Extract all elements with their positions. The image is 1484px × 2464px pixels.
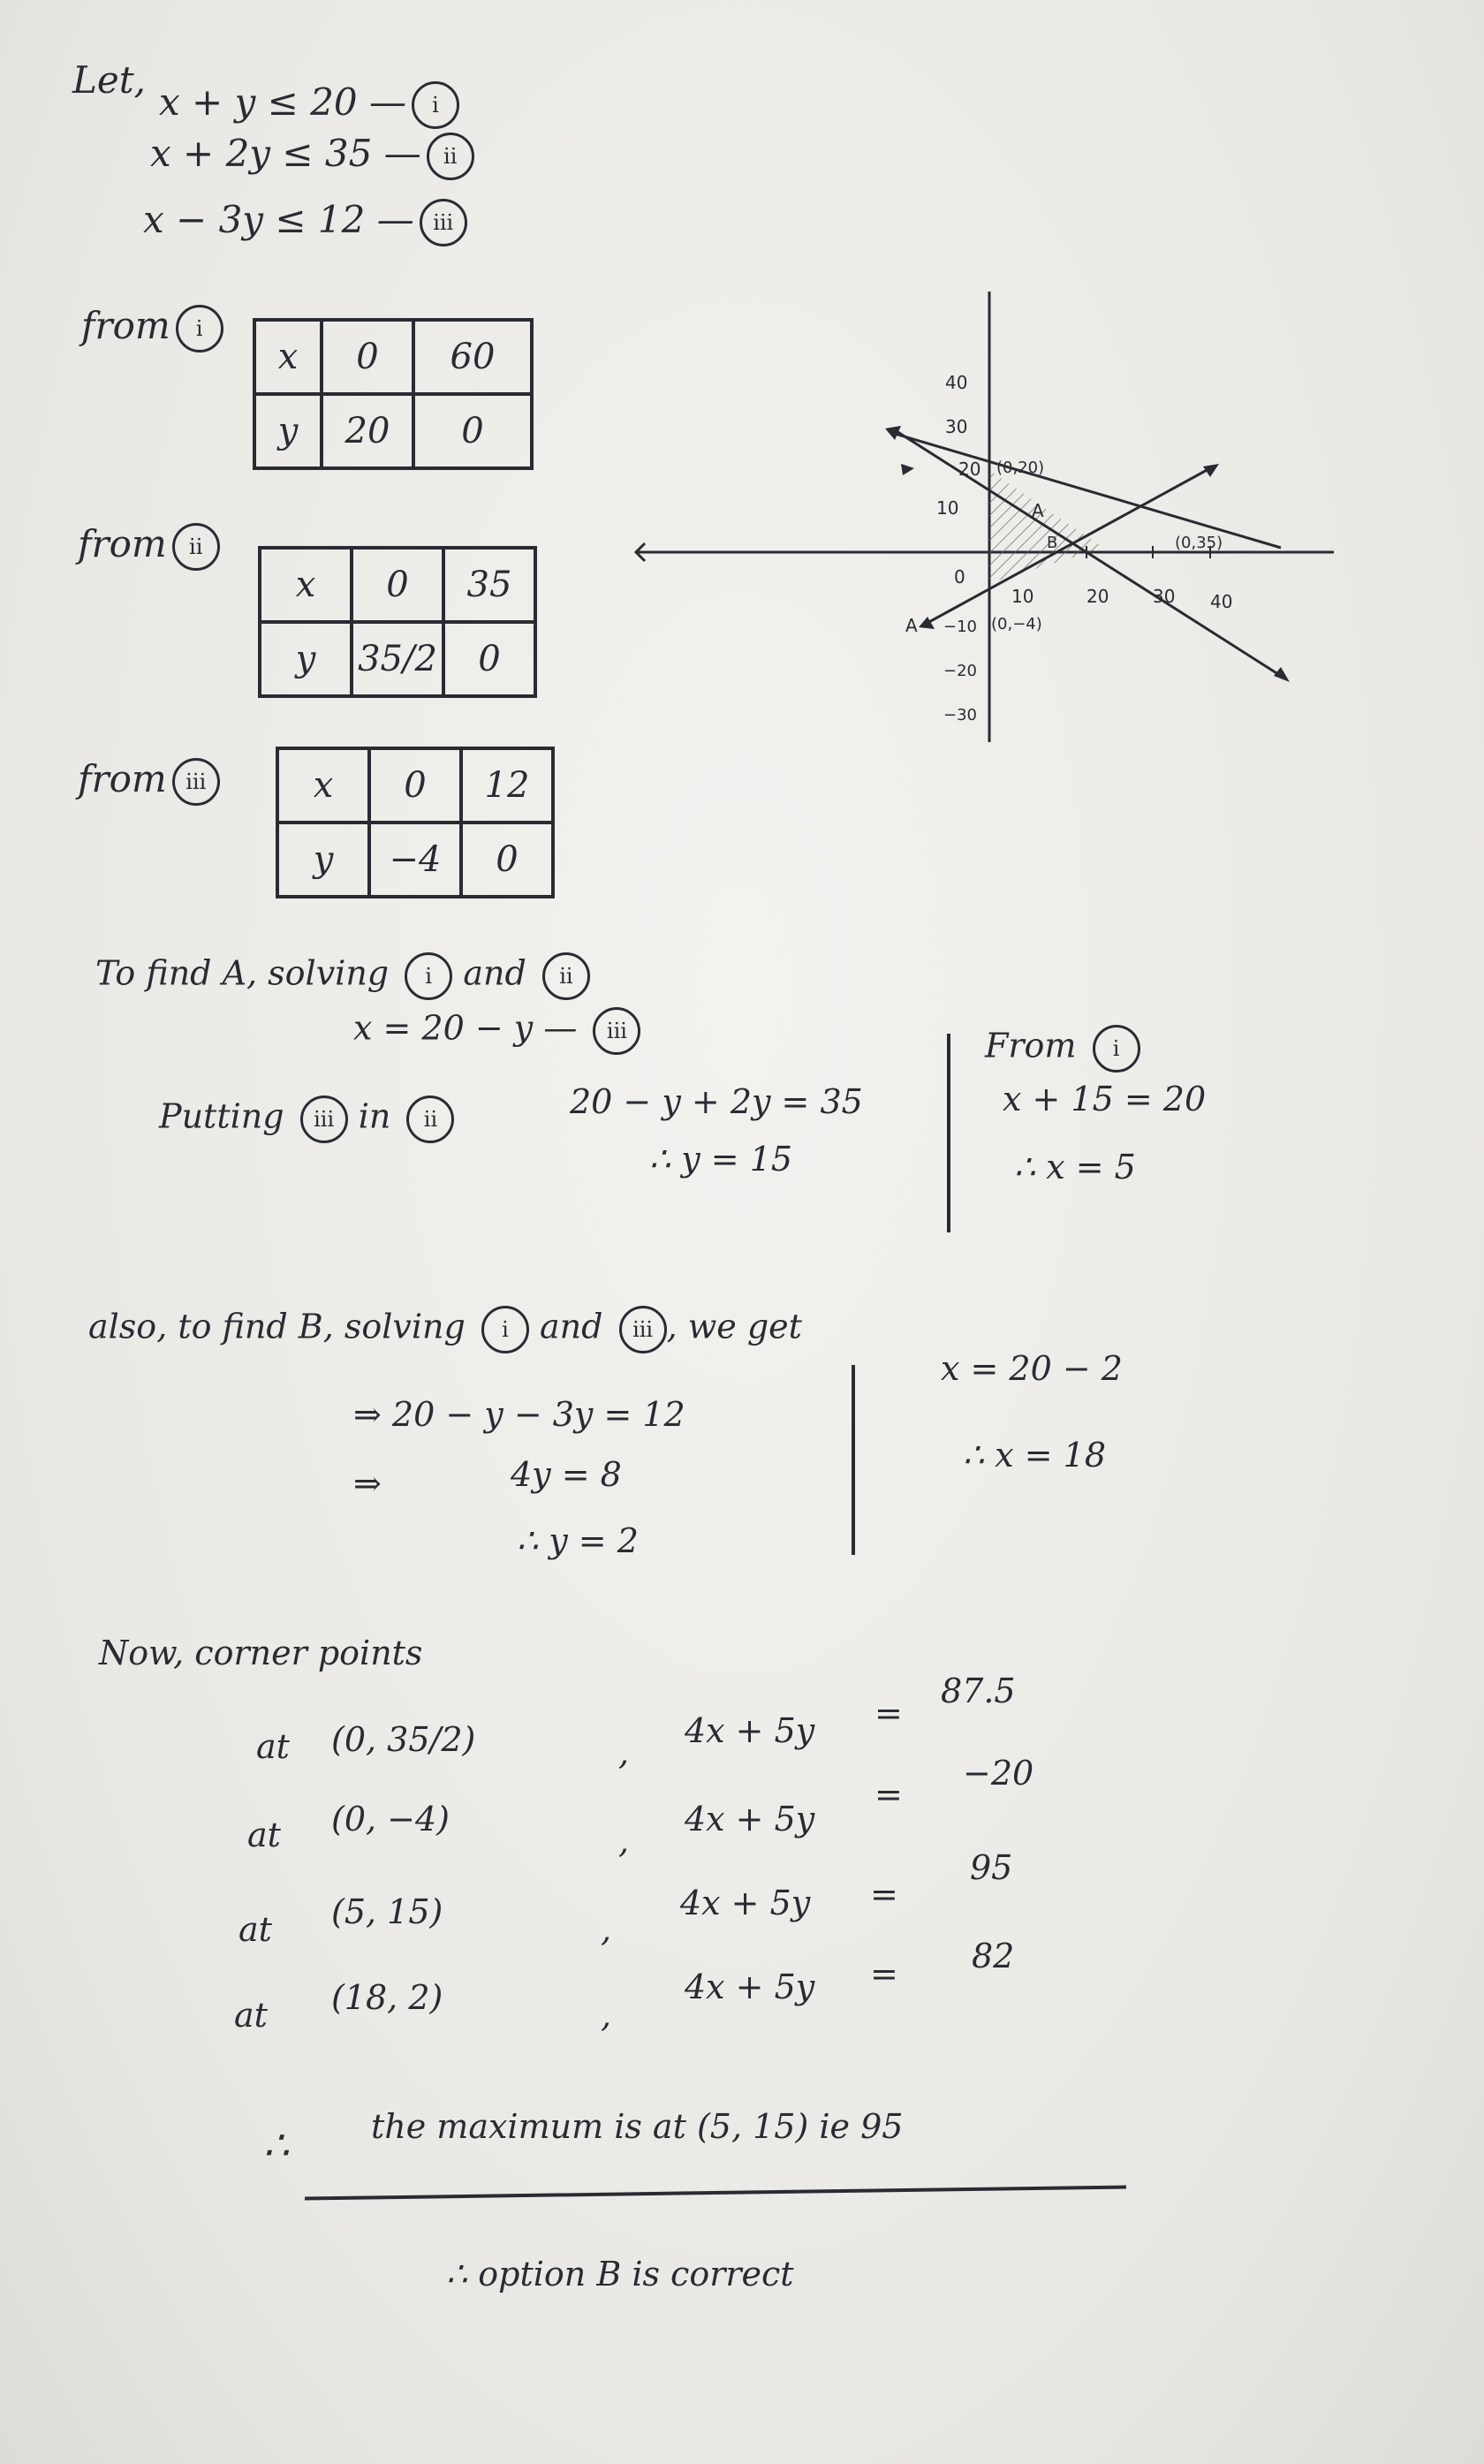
corner-expr: 4x + 5y bbox=[680, 1884, 811, 1922]
substitution-text: x = 20 − y — bbox=[353, 1008, 578, 1048]
find-a-substitution bbox=[353, 1007, 640, 1055]
therefore-symbol: ∴ bbox=[263, 2121, 290, 2169]
corner-eq: = bbox=[874, 1775, 903, 1814]
tag-circle: iii bbox=[300, 1096, 348, 1143]
corner-eq: = bbox=[874, 1694, 903, 1732]
from-label: from bbox=[81, 304, 170, 347]
constraint-3 bbox=[143, 199, 467, 246]
putting-line bbox=[159, 1096, 454, 1143]
constraint-2 bbox=[150, 133, 474, 180]
corner-comma: , bbox=[618, 1733, 630, 1772]
value-table-1 bbox=[253, 318, 534, 470]
arrowhead-icon bbox=[1274, 667, 1290, 682]
value-table-2 bbox=[258, 546, 537, 698]
divider bbox=[947, 1034, 950, 1232]
table-cell: 12 bbox=[461, 748, 553, 823]
x-tick: 30 bbox=[1153, 586, 1176, 607]
point-label-a: A bbox=[1032, 500, 1044, 521]
table-cell: 0 bbox=[322, 320, 413, 394]
find-b-eq4: x = 20 − 2 bbox=[941, 1349, 1123, 1388]
point-label: (0,35) bbox=[1175, 534, 1223, 552]
table-cell: 20 bbox=[322, 394, 413, 468]
line-constraint-2 bbox=[892, 433, 1281, 548]
corner-point: (0, −4) bbox=[331, 1800, 450, 1839]
tag-circle: i bbox=[176, 305, 223, 353]
tag-circle: ii bbox=[542, 952, 590, 1000]
corner-expr: 4x + 5y bbox=[685, 1711, 815, 1750]
table-cell: 0 bbox=[443, 622, 535, 696]
table-cell: 35 bbox=[443, 548, 535, 622]
constraint-1-expr: x + y ≤ 20 — bbox=[159, 80, 406, 124]
table-cell: x bbox=[260, 548, 352, 622]
tag-circle: i bbox=[412, 81, 459, 129]
table-cell: 60 bbox=[413, 320, 532, 394]
table-cell: 0 bbox=[413, 394, 532, 468]
from-1-line bbox=[985, 1025, 1140, 1073]
table-cell: y bbox=[277, 823, 369, 897]
y-tick: −20 bbox=[943, 662, 977, 680]
corner-expr: 4x + 5y bbox=[685, 1967, 815, 2006]
find-a-eq3: x + 15 = 20 bbox=[1003, 1080, 1207, 1118]
point-label-b: B bbox=[1047, 534, 1058, 552]
table-2-label bbox=[78, 523, 220, 571]
from-label: from bbox=[78, 522, 167, 565]
table-cell: y bbox=[260, 622, 352, 696]
corner-at: at bbox=[256, 1727, 290, 1766]
corner-comma: , bbox=[601, 1996, 612, 2035]
final-answer: ∴ option B is correct bbox=[446, 2255, 794, 2293]
corner-value: −20 bbox=[963, 1754, 1034, 1793]
table-cell: −4 bbox=[369, 823, 461, 897]
find-a-text: To find A, solving bbox=[95, 953, 390, 993]
constraint-3-expr: x − 3y ≤ 12 — bbox=[143, 198, 414, 241]
y-tick: 10 bbox=[936, 497, 959, 519]
tag-circle: i bbox=[481, 1306, 529, 1353]
corner-value: 95 bbox=[970, 1848, 1013, 1887]
table-cell: x bbox=[254, 320, 322, 394]
table-cell: y bbox=[254, 394, 322, 468]
find-b-text: also, to find B, solving bbox=[88, 1307, 466, 1346]
corner-point: (0, 35/2) bbox=[331, 1720, 476, 1759]
find-a-heading bbox=[95, 952, 590, 1000]
find-a-eq2: ∴ y = 15 bbox=[649, 1140, 793, 1179]
tag-circle: iii bbox=[420, 199, 467, 246]
corner-points-heading: Now, corner points bbox=[99, 1634, 423, 1672]
find-a-eq1: 20 − y + 2y = 35 bbox=[570, 1082, 863, 1121]
corner-eq: = bbox=[870, 1875, 898, 1914]
let-label: Let, bbox=[72, 58, 146, 102]
feasible-region-graph bbox=[610, 283, 1360, 777]
find-a-eq4: ∴ x = 5 bbox=[1014, 1148, 1136, 1187]
corner-at: at bbox=[234, 1996, 268, 2035]
from-text: From bbox=[985, 1026, 1077, 1065]
corner-comma: , bbox=[618, 1822, 630, 1861]
y-tick: −30 bbox=[943, 706, 977, 724]
table-1-label bbox=[81, 305, 223, 353]
y-tick: 30 bbox=[945, 416, 968, 437]
find-b-eq3: ∴ y = 2 bbox=[517, 1521, 639, 1560]
constraint-2-expr: x + 2y ≤ 35 — bbox=[150, 132, 421, 175]
corner-at: at bbox=[247, 1816, 281, 1854]
putting-text: Putting bbox=[159, 1096, 284, 1136]
arrowhead-icon bbox=[901, 464, 914, 475]
and-text: and bbox=[463, 953, 526, 993]
corner-point: (5, 15) bbox=[331, 1892, 443, 1931]
arrowhead-icon bbox=[919, 617, 935, 629]
y-tick: 20 bbox=[958, 459, 981, 480]
find-b-heading bbox=[88, 1306, 802, 1353]
x-tick: 20 bbox=[1086, 586, 1109, 607]
find-b-arrow: ⇒ bbox=[353, 1464, 382, 1503]
constraint-1 bbox=[159, 81, 459, 129]
we-get-text: , we get bbox=[666, 1307, 802, 1346]
maximum-statement: the maximum is at (5, 15) ie 95 bbox=[371, 2107, 904, 2146]
table-cell: 0 bbox=[461, 823, 553, 897]
point-label: (0,20) bbox=[996, 459, 1045, 477]
tag-circle: ii bbox=[406, 1096, 454, 1143]
y-tick: 0 bbox=[954, 566, 965, 588]
table-cell: 0 bbox=[352, 548, 443, 622]
corner-point: (18, 2) bbox=[331, 1978, 443, 2017]
find-b-eq1: ⇒ 20 − y − 3y = 12 bbox=[353, 1395, 685, 1434]
corner-expr: 4x + 5y bbox=[685, 1800, 815, 1839]
corner-value: 82 bbox=[972, 1937, 1015, 1975]
corner-at: at bbox=[238, 1910, 272, 1949]
table-cell: 35/2 bbox=[352, 622, 443, 696]
y-tick: −10 bbox=[943, 618, 977, 636]
tag-circle: i bbox=[1093, 1025, 1140, 1073]
find-b-eq5: ∴ x = 18 bbox=[963, 1436, 1107, 1475]
tag-circle: iii bbox=[593, 1007, 640, 1055]
value-table-3 bbox=[276, 747, 555, 898]
corner-eq: = bbox=[870, 1954, 898, 1993]
table-cell: 0 bbox=[369, 748, 461, 823]
tag-circle: ii bbox=[427, 133, 474, 180]
corner-comma: , bbox=[601, 1910, 612, 1949]
from-label: from bbox=[78, 757, 167, 800]
corner-value: 87.5 bbox=[941, 1672, 1016, 1710]
tag-circle: iii bbox=[619, 1306, 667, 1353]
point-label: (0,−4) bbox=[991, 615, 1042, 633]
x-tick: 10 bbox=[1011, 586, 1034, 607]
table-3-label bbox=[78, 758, 220, 806]
tag-circle: ii bbox=[172, 523, 220, 571]
table-cell: x bbox=[277, 748, 369, 823]
arrow-label-a: A bbox=[905, 615, 918, 636]
in-text: in bbox=[358, 1096, 391, 1136]
find-b-eq2: 4y = 8 bbox=[511, 1455, 622, 1494]
divider bbox=[852, 1365, 855, 1555]
tag-circle: i bbox=[405, 952, 452, 1000]
and-text: and bbox=[540, 1307, 603, 1346]
tag-circle: iii bbox=[172, 758, 220, 806]
y-tick: 40 bbox=[945, 372, 968, 393]
x-tick: 40 bbox=[1210, 591, 1233, 612]
